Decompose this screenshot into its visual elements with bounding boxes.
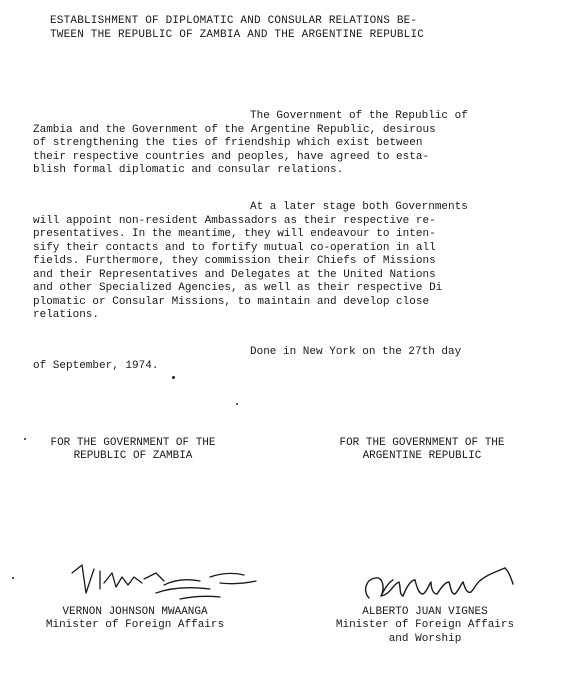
paragraph-1-line-4: their respective countries and peoples, have agreed to esta- bbox=[33, 151, 430, 163]
paragraph-2-line-4: sify their contacts and to fortify mutual co-operation in all bbox=[33, 242, 436, 254]
date-line: of September, 1974. bbox=[33, 360, 159, 372]
left-handwritten-signature bbox=[60, 555, 280, 610]
paragraph-2-line-2: will appoint non-resident Ambassadors as their respective re- bbox=[33, 215, 436, 227]
ink-speck bbox=[172, 376, 175, 379]
ink-speck bbox=[12, 577, 14, 579]
paragraph-2-line-7: and other Specialized Agencies, as well as their respective Di bbox=[33, 282, 443, 294]
left-signatory-title: Minister of Foreign Affairs bbox=[45, 619, 225, 632]
paragraph-1-line-5: blish formal diplomatic and consular relations. bbox=[33, 164, 344, 176]
paragraph-2-first-line: At a later stage both Governments bbox=[250, 201, 468, 213]
title-line-2: TWEEN THE REPUBLIC OF ZAMBIA AND THE ARGENTINE REPUBLIC bbox=[50, 29, 425, 41]
left-signatory bbox=[15, 606, 255, 633]
paragraph-2-line-5: fields. Furthermore, they commission their Chiefs of Missions bbox=[33, 255, 436, 267]
ink-speck bbox=[236, 403, 238, 405]
right-signatory-title-line-2: and Worship bbox=[388, 632, 462, 645]
paragraph-1-first-line: The Government of the Republic of bbox=[250, 110, 468, 122]
left-party-line-2: REPUBLIC OF ZAMBIA bbox=[73, 450, 193, 463]
paragraph-2-line-3: presentatives. In the meantime, they will endeavour to inten- bbox=[33, 228, 436, 240]
paragraph-2-line-9: relations. bbox=[33, 309, 100, 321]
left-signatory-name: VERNON JOHNSON MWAANGA bbox=[62, 606, 208, 618]
right-party-line-1: FOR THE GOVERNMENT OF THE bbox=[339, 437, 505, 449]
left-party-line-1: FOR THE GOVERNMENT OF THE bbox=[50, 437, 216, 449]
paragraph-1-line-3: of strengthening the ties of friendship which exist between bbox=[33, 137, 423, 149]
right-handwritten-signature bbox=[355, 558, 535, 613]
right-signatory bbox=[305, 606, 545, 646]
left-party-heading bbox=[20, 437, 246, 464]
right-party-heading bbox=[309, 437, 535, 464]
title-line-1: ESTABLISHMENT OF DIPLOMATIC AND CONSULAR RELATIONS BE- bbox=[50, 15, 418, 27]
right-signatory-name: ALBERTO JUAN VIGNES bbox=[362, 606, 488, 618]
done-in-line: Done in New York on the 27th day bbox=[250, 346, 462, 358]
right-party-line-2: ARGENTINE REPUBLIC bbox=[362, 450, 482, 463]
right-signatory-title-line-1: Minister of Foreign Affairs bbox=[335, 619, 515, 632]
paragraph-2-line-6: and their Representatives and Delegates at the United Nations bbox=[33, 269, 436, 281]
paragraph-1-line-2: Zambia and the Government of the Argentine Republic, desirous bbox=[33, 124, 436, 136]
paragraph-2-line-8: plomatic or Consular Missions, to maintain and develop close bbox=[33, 296, 430, 308]
document-title bbox=[50, 14, 424, 42]
